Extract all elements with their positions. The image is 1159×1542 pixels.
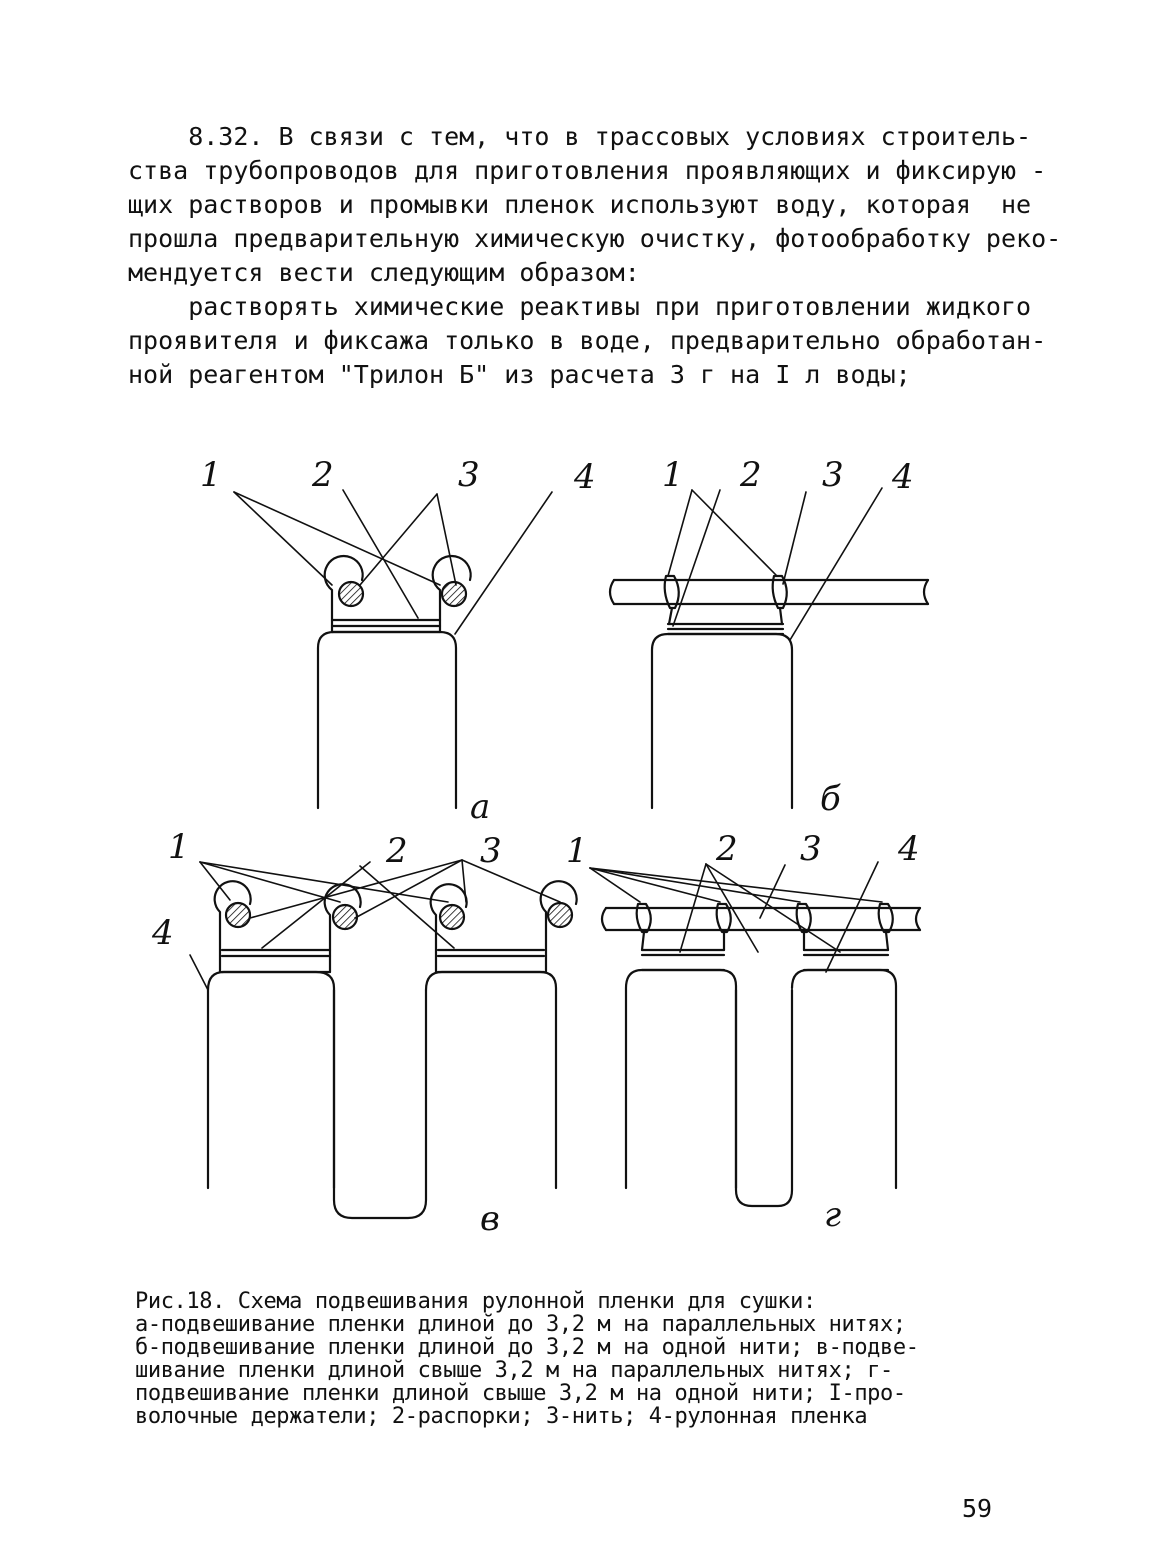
- text-line: растворять химические реактивы при приготовлении жидкого: [128, 292, 1032, 321]
- leader-lines: [668, 488, 882, 640]
- thread-cross-section: [339, 582, 466, 606]
- rolled-film: [318, 632, 456, 808]
- leader-lines: [234, 490, 552, 634]
- callout-1: 1: [168, 827, 190, 867]
- wire-holder: [665, 576, 787, 624]
- caption-line: волочные держатели; 2-распорки; 3-нить; 4-рулонная пленка: [135, 1404, 868, 1429]
- callout-2: 2: [740, 455, 762, 495]
- callout-3: 3: [458, 455, 480, 495]
- text-line: ства трубопроводов для приготовления проявляющих и фиксирую -: [128, 156, 1047, 185]
- figure-caption: [135, 1290, 995, 1428]
- panel-label-g: г: [824, 1195, 842, 1235]
- callout-1: 1: [200, 455, 222, 495]
- panel-label-a: а: [470, 787, 491, 827]
- callout-2: 2: [386, 831, 408, 871]
- text-line: проявителя и фиксажа только в воде, предварительно обработан-: [128, 326, 1047, 355]
- spacer: [642, 950, 888, 970]
- spacer: [222, 950, 544, 972]
- panel-v: [190, 860, 577, 1218]
- callout-4: 4: [152, 913, 174, 953]
- rolled-film: [652, 634, 792, 808]
- callout-3: 3: [480, 831, 502, 871]
- thread-cross-section: [226, 903, 572, 929]
- page-number: 59: [962, 1494, 993, 1523]
- callout-1: 1: [662, 455, 684, 495]
- caption-line: Рис.18. Схема подвешивания рулонной пленки для сушки:: [135, 1289, 816, 1314]
- panel-g: [590, 862, 920, 1206]
- text-line: 8.32. В связи с тем, что в трассовых условиях строитель-: [128, 122, 1032, 151]
- callout-4: 4: [898, 829, 920, 869]
- text-line: мендуется вести следующим образом:: [128, 258, 640, 287]
- panel-b: [610, 488, 928, 808]
- callout-2: 2: [312, 455, 334, 495]
- text-line: ной реагентом "Трилон Б" из расчета 3 г на I л воды;: [128, 360, 911, 389]
- panel-label-v: в: [480, 1199, 500, 1239]
- callout-2: 2: [716, 829, 738, 869]
- paragraph-dissolve-reagents: [128, 290, 1047, 392]
- caption-line: подвешивание пленки длиной свыше 3,2 м на одной нити; I-про-: [135, 1381, 906, 1406]
- wire-holder: [215, 881, 577, 972]
- caption-line: шивание пленки длиной свыше 3,2 м на параллельных нитях; г-: [135, 1358, 893, 1383]
- callout-3: 3: [822, 455, 844, 495]
- paragraph-8-32: [128, 120, 1062, 290]
- callout-3: 3: [800, 829, 822, 869]
- panel-label-b: б: [820, 779, 841, 819]
- caption-line: б-подвешивание пленки длиной до 3,2 м на одной нити; в-подве-: [135, 1335, 919, 1360]
- rolled-film: [208, 972, 556, 1218]
- callout-4: 4: [574, 457, 596, 497]
- spacer: [332, 620, 440, 632]
- thread-rod: [610, 580, 928, 604]
- text-line: прошла предварительную химическую очистку, фотообработку реко-: [128, 224, 1062, 253]
- spacer: [668, 624, 783, 634]
- callout-4: 4: [892, 457, 914, 497]
- text-line: щих растворов и промывки пленок используют воду, которая не: [128, 190, 1032, 219]
- panel-a: [234, 490, 552, 808]
- figure-18-film-hanging-diagram: [0, 440, 1159, 1260]
- caption-line: а-подвешивание пленки длиной до 3,2 м на параллельных нитях;: [135, 1312, 906, 1337]
- rolled-film: [626, 970, 896, 1206]
- callout-1: 1: [566, 831, 588, 871]
